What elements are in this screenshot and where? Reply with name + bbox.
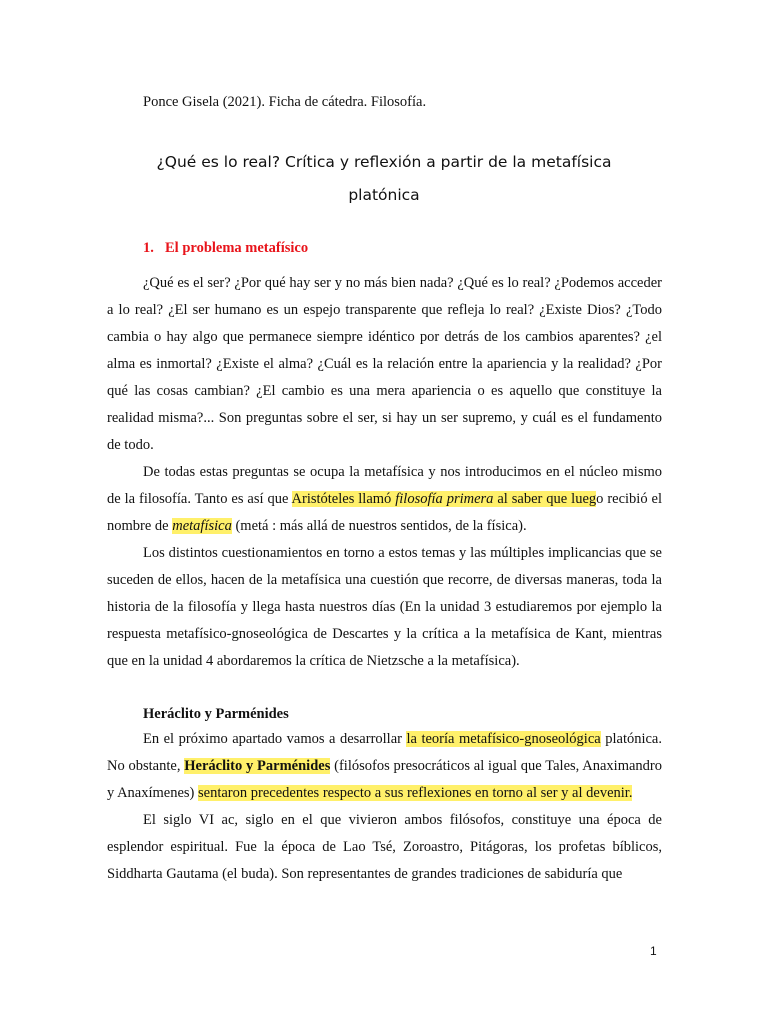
section-1-title: El problema metafísico [165,240,309,256]
highlight-sentaron: sentaron precedentes respecto a sus reflexiones en torno al ser y al devenir. [198,785,633,801]
title-line-2: platónica [348,186,420,204]
citation: Ponce Gisela (2021). Ficha de cátedra. Filosofía. [143,94,427,110]
highlight-aristoteles-text: Aristóteles llamó [291,491,396,507]
paragraph-2 [107,459,662,540]
section-2-body [107,726,662,888]
paragraph-5: El siglo VI ac, siglo en el que vivieron ambos filósofos, constituye una época de esplendor espiritual. Fue la época de Lao Tsé, Zoroastro, Pitágoras, los profetas bíblicos, Siddharta Gautama (el buda). Son representantes de grandes tradiciones de sabiduría que [107,812,662,882]
paragraph-3: Los distintos cuestionamientos en torno a estos temas y las múltiples implicancias que se suceden de ellos, hacen de la metafísica una cuestión que recorre, de diversas maneras, toda la historia de la filosofía y llega hasta nuestros días (En la unidad 3 estudiaremos por ejemplo la respuesta metafísico-gnoseológica de Descartes y la crítica a la metafísica de Kant, mientras que en la unidad 4 abordaremos la crítica de Nietzsche a la metafísica). [107,545,662,669]
section-1-body [107,270,662,675]
highlight-al-saber: al saber que lueg [493,491,597,507]
highlight-teoria: la teoría metafísico-gnoseológica [406,731,601,747]
page-number: 1 [650,944,657,958]
paragraph-4-text-b: platónica. No obstante, [107,731,662,774]
section-1-number: 1. [143,240,154,256]
title-line-1: ¿Qué es lo real? Crítica y reflexión a partir de la metafísica [156,153,612,171]
paragraph-1: ¿Qué es el ser? ¿Por qué hay ser y no más bien nada? ¿Qué es lo real? ¿Podemos acceder a lo real? ¿El ser humano es un espejo transparente que refleja lo real? ¿Existe Dios? ¿Todo cambia o hay algo que permanece siempre idéntico por detrás de los cambios aparentes? ¿el alma es inmortal? ¿Existe el alma? ¿Cuál es la relación entre la apariencia y la realidad? ¿Por qué las cosas cambian? ¿El cambio es una mera apariencia o es aquello que constituye la realidad misma?... Son preguntas sobre el ser, si hay un ser supremo, y cuál es el fundamento de todo. [107,275,662,453]
section-1-heading [143,238,308,258]
section-2-heading: Heráclito y Parménides [143,706,289,722]
paragraph-4-text-c: (filósofos presocráticos al igual que Tales, Anaximandro y Anaxímenes) [107,758,662,801]
paragraph-2-text-b: o recibió el nombre de [107,491,662,534]
paragraph-2-text-a: De todas estas preguntas se ocupa la metafísica y nos introducimos en el núcleo mismo de la filosofía. Tanto es así que [107,464,662,507]
highlight-heraclito-parmenides: Heráclito y Parménides [184,758,331,774]
paragraph-4-text-a: En el próximo apartado vamos a desarrollar [143,731,407,747]
paragraph-4 [107,726,662,807]
highlight-aristoteles [292,491,597,507]
highlight-metafisica: metafísica [172,518,232,534]
paragraph-2-text-c: (metá : más allá de nuestros sentidos, de la física). [231,518,527,534]
italic-filosofia-primera: filosofía primera [395,491,494,507]
document-title [100,146,668,212]
